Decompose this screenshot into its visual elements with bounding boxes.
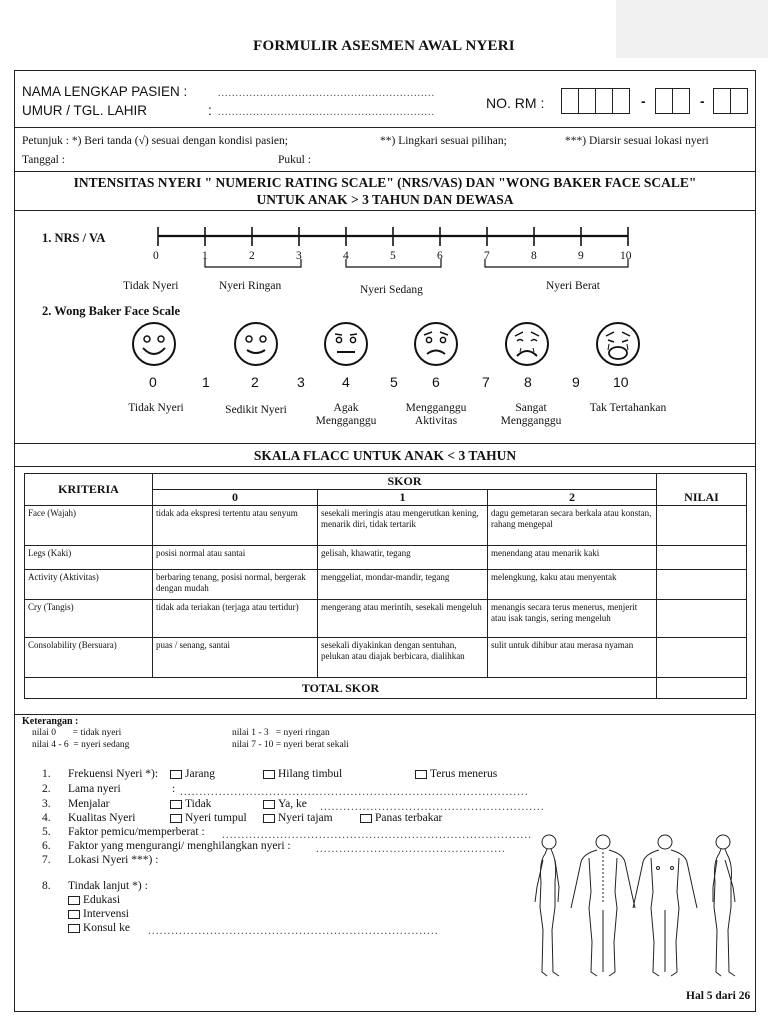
patient-name-field[interactable]: .............................................................. <box>218 88 435 99</box>
option-label: Hilang timbul <box>278 768 343 780</box>
q7-label: Lokasi Nyeri ***) : <box>68 854 159 866</box>
divider <box>14 714 756 715</box>
flacc-criteria-cry: Cry (Tangis) <box>25 600 153 638</box>
option-label: Konsul ke <box>83 922 130 934</box>
nrs-tick-3: 3 <box>296 250 302 262</box>
keterangan-d: nilai 7 - 10 = nyeri berat sekali <box>232 740 349 750</box>
flacc-table <box>24 473 747 699</box>
checkbox-icon[interactable] <box>263 814 275 823</box>
q4-label: Kualitas Nyeri <box>68 812 136 824</box>
q3-label: Menjalar <box>68 798 110 810</box>
wong-label-10: Tak Tertahankan <box>589 402 667 414</box>
flacc-cell: dagu gemetaran secara berkala atau konstan, rahang mengepal <box>488 506 657 546</box>
nrs-tick-6: 6 <box>437 250 443 262</box>
nrs-tick-0: 0 <box>153 250 159 262</box>
flacc-cell: sesekali diyakinkan dengan sentuhan, pelukan atau diajak berbicara, dialihkan <box>318 638 488 678</box>
q8-label: Tindak lanjut *) : <box>68 880 148 892</box>
rm-dash-2: - <box>700 94 705 109</box>
nrs-tick-8: 8 <box>531 250 537 262</box>
nrs-group-berat: Nyeri Berat <box>546 280 600 292</box>
nrs-tick-4: 4 <box>343 250 349 262</box>
nrs-group-tidak-nyeri: Tidak Nyeri <box>123 280 179 292</box>
keterangan-a: nilai 0 = tidak nyeri <box>32 728 122 738</box>
option-label: Jarang <box>185 768 216 780</box>
q8-option-edukasi[interactable] <box>68 894 120 906</box>
section-intensity-heading-2: UNTUK ANAK > 3 TAHUN DAN DEWASA <box>256 192 514 207</box>
q1-label: Frekuensi Nyeri *): <box>68 768 159 780</box>
wong-num-0: 0 <box>149 374 157 390</box>
wong-label-4: Agak Mengganggu <box>315 402 377 427</box>
option-label: Nyeri tumpul <box>185 812 247 824</box>
wong-num-2: 2 <box>251 374 259 390</box>
nrs-group-brackets <box>195 257 635 271</box>
q8-number: 8. <box>42 880 51 892</box>
q8-option-konsul[interactable] <box>68 922 130 934</box>
checkbox-icon[interactable] <box>415 770 427 779</box>
rm-box-group-3[interactable] <box>714 88 748 114</box>
flacc-cell: menangis secara terus menerus, menjerit atau isak tangis, sering mengeluh <box>488 600 657 638</box>
flacc-header-blank <box>657 474 747 490</box>
flacc-header-skor: SKOR <box>153 474 657 490</box>
checkbox-icon[interactable] <box>68 924 80 933</box>
flacc-cell: posisi normal atau santai <box>153 546 318 570</box>
flacc-nilai-input[interactable] <box>657 546 747 570</box>
divider <box>14 443 756 444</box>
checkbox-icon[interactable] <box>360 814 372 823</box>
wong-label-0: Tidak Nyeri <box>128 402 184 414</box>
flacc-header-0: 0 <box>153 490 318 506</box>
patient-age-label: UMUR / TGL. LAHIR <box>22 103 148 118</box>
keterangan-b: nilai 1 - 3 = nyeri ringan <box>232 728 330 738</box>
flacc-cell: menggeliat, mondar-mandir, tegang <box>318 570 488 600</box>
table-row <box>25 570 747 600</box>
instruction-diarsir: ***) Diarsir sesuai lokasi nyeri <box>565 135 709 147</box>
q2-field[interactable]: .......................................................................................... <box>180 786 529 798</box>
wong-num-10: 10 <box>613 374 629 390</box>
patient-age-field[interactable]: .............................................................. <box>218 107 435 118</box>
q4-number: 4. <box>42 812 51 824</box>
face-0-icon <box>130 320 178 368</box>
q3-option-ya[interactable] <box>263 798 307 810</box>
q3-option-tidak[interactable] <box>170 798 211 810</box>
q3-field[interactable]: .......................................................... <box>320 801 545 813</box>
nrs-tick-2: 2 <box>249 250 255 262</box>
instruction-lingkari: **) Lingkari sesuai pilihan; <box>380 135 507 147</box>
keterangan-c: nilai 4 - 6 = nyeri sedang <box>32 740 130 750</box>
flacc-cell: berbaring tenang, posisi normal, bergerak dengan mudah <box>153 570 318 600</box>
q2-label: Lama nyeri <box>68 783 121 795</box>
option-label: Terus menerus <box>430 768 498 780</box>
divider <box>14 171 756 172</box>
flacc-nilai-input[interactable] <box>657 638 747 678</box>
q1-option-hilang[interactable] <box>263 768 342 780</box>
wong-num-6: 6 <box>432 374 440 390</box>
divider <box>14 127 756 128</box>
q8-option-intervensi[interactable] <box>68 908 129 920</box>
q2-number: 2. <box>42 783 51 795</box>
wong-num-3: 3 <box>297 374 305 390</box>
face-4-icon <box>322 320 370 368</box>
q5-number: 5. <box>42 826 51 838</box>
face-10-icon <box>594 320 642 368</box>
flacc-criteria-face: Face (Wajah) <box>25 506 153 546</box>
q5-label: Faktor pemicu/memperberat : <box>68 826 205 838</box>
pukul-label: Pukul : <box>278 154 311 166</box>
rm-box-group-1[interactable] <box>562 88 630 114</box>
section-intensity-heading-1: INTENSITAS NYERI " NUMERIC RATING SCALE" (NRS/VAS) DAN "WONG BAKER FACE SCALE" <box>73 175 697 190</box>
rm-box-group-2[interactable] <box>656 88 690 114</box>
q6-number: 6. <box>42 840 51 852</box>
flacc-cell: melengkung, kaku atau menyentak <box>488 570 657 600</box>
nrs-tick-5: 5 <box>390 250 396 262</box>
flacc-header-nilai: NILAI <box>657 490 747 506</box>
patient-name-label: NAMA LENGKAP PASIEN : <box>22 84 188 99</box>
q7-number: 7. <box>42 854 51 866</box>
flacc-cell: menendang atau menarik kaki <box>488 546 657 570</box>
wong-label-8: Sangat Mengganggu <box>500 402 562 427</box>
flacc-criteria-consolability: Consolability (Bersuara) <box>25 638 153 678</box>
checkbox-icon[interactable] <box>170 770 182 779</box>
q1-number: 1. <box>42 768 51 780</box>
checkbox-icon[interactable] <box>68 910 80 919</box>
q4-option-tumpul[interactable] <box>170 812 247 824</box>
flacc-header-1: 1 <box>318 490 488 506</box>
table-row <box>25 600 747 638</box>
nrs-group-sedang: Nyeri Sedang <box>360 284 423 296</box>
q6-label: Faktor yang mengurangi/ menghilangkan nyeri : <box>68 840 291 852</box>
q1-option-jarang[interactable] <box>170 768 215 780</box>
q2-colon: : <box>172 783 176 795</box>
table-row <box>25 506 747 546</box>
divider <box>14 210 756 211</box>
nrs-tick-7: 7 <box>484 250 490 262</box>
flacc-criteria-activity: Activity (Aktivitas) <box>25 570 153 600</box>
body-map-icon[interactable] <box>525 832 747 982</box>
table-row <box>25 638 747 678</box>
flacc-cell: sulit untuk dihibur atau merasa nyaman <box>488 638 657 678</box>
flacc-cell: puas / senang, santai <box>153 638 318 678</box>
form-title: FORMULIR ASESMEN AWAL NYERI <box>253 38 515 54</box>
nrs-group-ringan: Nyeri Ringan <box>219 280 282 292</box>
divider <box>14 466 756 467</box>
flacc-cell: sesekali meringis atau mengerutkan kening, menarik diri, tidak tertarik <box>318 506 488 546</box>
face-6-icon <box>412 320 460 368</box>
flacc-cell: tidak ada ekspresi tertentu atau senyum <box>153 506 318 546</box>
q4-option-panas[interactable] <box>360 812 442 824</box>
q8-konsul-field[interactable]: ........................................................................... <box>148 925 439 937</box>
checkbox-icon[interactable] <box>263 770 275 779</box>
checkbox-icon[interactable] <box>68 896 80 905</box>
flacc-header-kriteria: KRITERIA <box>25 474 153 506</box>
wong-label-6: Mengganggu Aktivitas <box>405 402 467 427</box>
option-label: Intervensi <box>83 908 129 920</box>
flacc-cell: mengerang atau merintih, sesekali mengeluh <box>318 600 488 638</box>
option-label: Panas terbakar <box>375 812 443 824</box>
checkbox-icon[interactable] <box>263 800 275 809</box>
flacc-nilai-input[interactable] <box>657 600 747 638</box>
wong-num-5: 5 <box>390 374 398 390</box>
q4-option-tajam[interactable] <box>263 812 333 824</box>
rm-dash-1: - <box>641 94 646 109</box>
nrs-label: 1. NRS / VA <box>42 231 106 245</box>
flacc-nilai-input[interactable] <box>657 506 747 546</box>
patient-age-colon: : <box>208 103 212 118</box>
instruction-petunjuk: Petunjuk : *) Beri tanda (√) sesuai dengan kondisi pasien; <box>22 135 288 147</box>
q6-field[interactable]: ................................................. <box>316 843 506 855</box>
nrs-tick-9: 9 <box>578 250 584 262</box>
wong-num-1: 1 <box>202 374 210 390</box>
option-label: Tidak <box>185 798 212 810</box>
table-row <box>25 546 747 570</box>
face-8-icon <box>503 320 551 368</box>
wong-num-4: 4 <box>342 374 350 390</box>
option-label: Edukasi <box>83 894 121 906</box>
flacc-cell: gelisah, khawatir, tegang <box>318 546 488 570</box>
checkbox-icon[interactable] <box>170 800 182 809</box>
wong-num-7: 7 <box>482 374 490 390</box>
flacc-total-input[interactable] <box>657 678 747 699</box>
flacc-nilai-input[interactable] <box>657 570 747 600</box>
face-2-icon <box>232 320 280 368</box>
wong-label-2: Sedikit Nyeri <box>225 404 287 416</box>
page-number: Hal 5 dari 26 <box>686 990 751 1002</box>
wong-num-9: 9 <box>572 374 580 390</box>
checkbox-icon[interactable] <box>170 814 182 823</box>
flacc-header-2: 2 <box>488 490 657 506</box>
wong-label: 2. Wong Baker Face Scale <box>42 304 181 318</box>
wong-num-8: 8 <box>524 374 532 390</box>
q3-number: 3. <box>42 798 51 810</box>
keterangan-title: Keterangan : <box>22 716 79 727</box>
q5-field[interactable]: ................................................................................ <box>222 829 532 841</box>
nrs-tick-10: 10 <box>620 250 632 262</box>
q1-option-terus[interactable] <box>415 768 497 780</box>
flacc-heading: SKALA FLACC UNTUK ANAK < 3 TAHUN <box>253 448 517 463</box>
option-label: Nyeri tajam <box>278 812 333 824</box>
option-label: Ya, ke <box>278 798 307 810</box>
flacc-cell: tidak ada teriakan (terjaga atau tertidur) <box>153 600 318 638</box>
flacc-total-label: TOTAL SKOR <box>25 678 657 699</box>
rm-label: NO. RM : <box>486 95 545 111</box>
nrs-tick-1: 1 <box>202 250 208 262</box>
flacc-criteria-legs: Legs (Kaki) <box>25 546 153 570</box>
tanggal-label: Tanggal : <box>22 154 65 166</box>
